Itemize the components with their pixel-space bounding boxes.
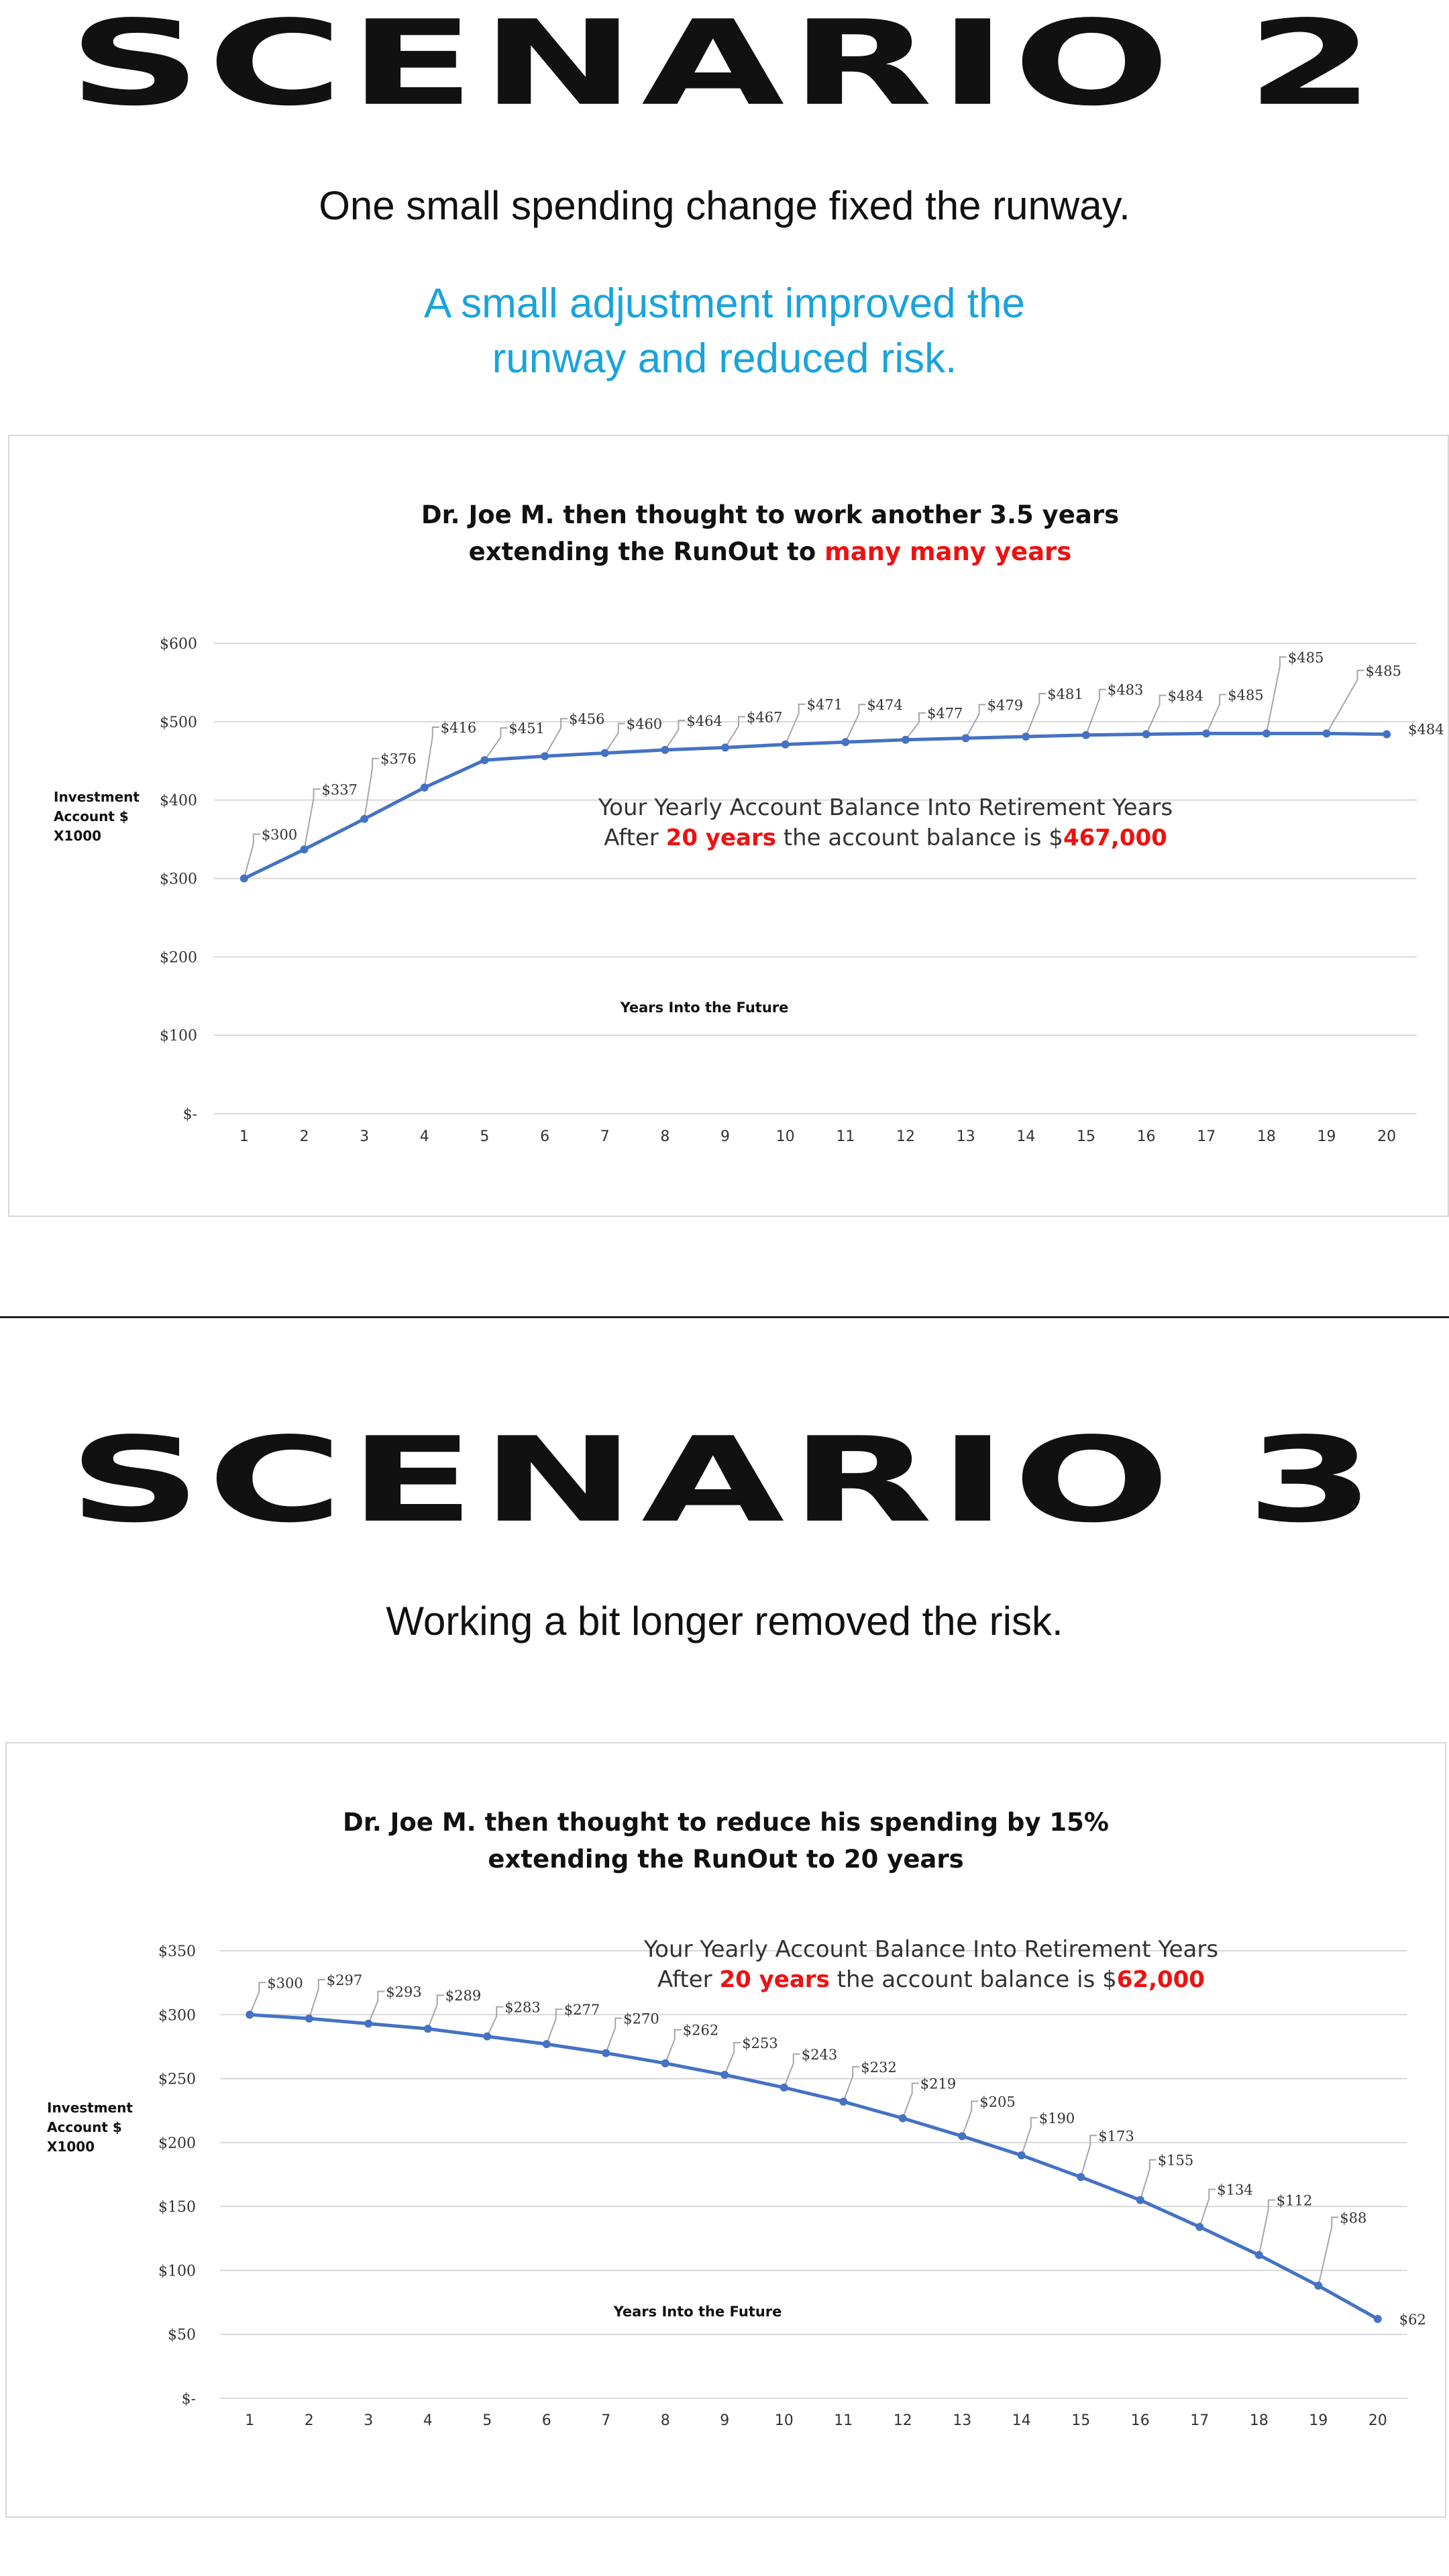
scenario-2-chart-frame: [8, 435, 1449, 1217]
leader-line: [1086, 690, 1106, 735]
x-tick-label: 15: [1071, 2412, 1091, 2429]
leader-line: [1327, 670, 1364, 733]
y-tick-label: $100: [160, 1028, 197, 1045]
y-tick-label: $250: [158, 2071, 196, 2088]
x-tick-label: 3: [360, 1128, 370, 1145]
data-label: $277: [564, 2002, 600, 2019]
data-point: [841, 738, 849, 746]
y-tick-label: $400: [160, 792, 197, 810]
data-point: [1202, 729, 1210, 737]
x-tick-label: 4: [419, 1128, 429, 1145]
y-tick-label: $600: [160, 636, 197, 653]
data-label: $243: [801, 2046, 838, 2063]
x-tick-label: 13: [953, 2412, 972, 2429]
y-tick-label: $50: [168, 2326, 196, 2344]
annotation-years: 20 years: [719, 1966, 830, 1993]
data-label: $155: [1157, 2152, 1194, 2169]
y-axis-label: Account $: [54, 808, 129, 824]
data-label: $300: [267, 1975, 303, 1992]
chart-title-emphasis: many many years: [824, 537, 1072, 566]
data-label: $477: [926, 705, 963, 722]
data-label: $173: [1098, 2128, 1134, 2145]
data-label: $485: [1365, 663, 1401, 680]
leader-line: [903, 2084, 919, 2118]
data-point: [1314, 2282, 1322, 2290]
scenario-2-highlight: [362, 276, 1087, 386]
data-label: $262: [682, 2022, 719, 2039]
x-tick-label: 4: [423, 2412, 433, 2429]
leader-line: [1146, 696, 1167, 735]
x-tick-label: 10: [774, 2412, 794, 2429]
data-point: [958, 2132, 966, 2140]
leader-line: [425, 727, 439, 788]
y-tick-label: $300: [158, 2007, 196, 2025]
x-tick-label: 7: [600, 1128, 610, 1145]
chart-title-line-1: Dr. Joe M. then thought to reduce his spending by 15%: [343, 1808, 1109, 1837]
data-point: [1383, 731, 1391, 739]
data-label: $289: [445, 1988, 482, 2004]
leader-line: [1206, 694, 1226, 733]
data-point: [782, 741, 790, 749]
data-point: [1082, 731, 1090, 739]
annotation-text: the account balance is $: [775, 824, 1063, 851]
x-tick-label: 5: [482, 2412, 492, 2429]
leader-line: [428, 1995, 444, 2029]
x-tick-label: 9: [720, 1128, 731, 1145]
data-label: $484: [1167, 688, 1204, 704]
data-point: [721, 743, 729, 751]
data-point: [1077, 2173, 1085, 2181]
leader-line: [364, 759, 379, 819]
scenario-2-highlight-line-1: A small adjustment improved the: [424, 280, 1025, 327]
data-point: [902, 736, 910, 744]
leader-line: [1140, 2160, 1157, 2200]
scenario-2-highlight-line-2: runway and reduced risk.: [492, 335, 957, 382]
x-tick-label: 6: [541, 2412, 551, 2429]
leader-line: [250, 1982, 266, 2015]
leader-line: [845, 704, 865, 742]
leader-line: [484, 728, 507, 760]
x-tick-label: 16: [1130, 2412, 1150, 2429]
data-label: $297: [326, 1972, 363, 1989]
data-label: $474: [867, 697, 903, 714]
x-tick-label: 2: [304, 2412, 314, 2429]
data-point: [1374, 2315, 1382, 2323]
y-axis-label: X1000: [54, 828, 102, 844]
annotation-line-1: Your Yearly Account Balance Into Retirement Years: [643, 1936, 1219, 1963]
data-label: $467: [747, 709, 783, 726]
x-tick-label: 8: [660, 2412, 670, 2429]
leader-line: [487, 2007, 503, 2037]
x-tick-label: 11: [836, 1128, 855, 1145]
data-point: [839, 2098, 847, 2106]
x-tick-label: 18: [1249, 2412, 1269, 2429]
leader-line: [368, 1992, 384, 2024]
data-label: $134: [1217, 2182, 1253, 2198]
y-axis-label: Investment: [54, 789, 140, 805]
x-tick-label: 8: [660, 1128, 670, 1145]
data-label: $484: [1408, 721, 1444, 738]
chart-title-line-2: [488, 1845, 963, 1874]
data-label: $479: [987, 697, 1024, 714]
y-tick-label: $150: [158, 2199, 196, 2216]
annotation-balance: 467,000: [1063, 824, 1167, 851]
leader-line: [1081, 2135, 1097, 2177]
y-tick-label: $500: [160, 714, 197, 731]
leader-line: [843, 2067, 859, 2102]
annotation-balance: 62,000: [1116, 1966, 1205, 1993]
leader-line: [906, 713, 926, 740]
x-tick-label: 14: [1012, 2412, 1031, 2429]
data-label: $219: [920, 2076, 957, 2092]
chart-title-text: extending the RunOut to: [468, 537, 825, 566]
scenario-3-heading: SCENARIO 3: [68, 1411, 1381, 1549]
data-label: $62: [1399, 2311, 1426, 2328]
y-axis-label: X1000: [47, 2139, 95, 2155]
y-axis-label: Investment: [47, 2100, 133, 2116]
x-tick-label: 2: [299, 1128, 309, 1145]
data-label: $190: [1038, 2110, 1075, 2127]
data-label: $232: [861, 2059, 897, 2076]
scenario-2-chart: [9, 436, 1448, 1216]
y-tick-label: $200: [158, 2135, 196, 2152]
data-label: $253: [742, 2035, 778, 2051]
annotation-years: 20 years: [665, 824, 776, 851]
x-tick-label: 5: [480, 1128, 490, 1145]
data-point: [421, 784, 429, 792]
data-point: [1022, 733, 1030, 741]
leader-line: [606, 2018, 622, 2053]
x-tick-label: 6: [540, 1128, 550, 1145]
scenario-3-chart-frame: [5, 1742, 1446, 2518]
data-label: $485: [1228, 687, 1264, 704]
annotation-text: After: [604, 824, 666, 851]
data-point: [720, 2071, 729, 2079]
data-label: $283: [504, 1999, 541, 2016]
y-tick-label: $350: [158, 1943, 196, 1960]
x-tick-label: 19: [1309, 2412, 1328, 2429]
data-point: [661, 2059, 669, 2068]
leader-line: [665, 2030, 682, 2063]
y-axis-label: Account $: [47, 2119, 122, 2135]
annotation-text: the account balance is $: [829, 1966, 1117, 1993]
leader-line: [1026, 694, 1046, 737]
annotation-text: After: [657, 1966, 720, 1993]
x-tick-label: 19: [1317, 1128, 1336, 1145]
leader-line: [724, 2043, 741, 2075]
data-label: $460: [626, 716, 663, 733]
x-tick-label: 17: [1197, 1128, 1216, 1145]
leader-line: [309, 1980, 325, 2019]
data-point: [360, 815, 368, 823]
scenario-3-subtitle: Working a bit longer removed the risk.: [386, 1599, 1063, 1644]
data-point: [602, 2049, 610, 2057]
data-label: $464: [686, 712, 722, 729]
y-tick-label: $300: [160, 871, 197, 888]
scenario-3-chart: [7, 1743, 1445, 2516]
leader-line: [1318, 2217, 1338, 2286]
x-tick-label: 16: [1136, 1128, 1156, 1145]
chart-title-line-1: Dr. Joe M. then thought to work another 3.5 years: [421, 500, 1120, 529]
y-tick-label: $100: [158, 2263, 196, 2280]
y-tick-label: $-: [181, 2391, 196, 2408]
x-tick-label: 7: [601, 2412, 611, 2429]
annotation-line-2: [604, 824, 1167, 851]
data-point: [240, 875, 248, 883]
leader-line: [786, 704, 806, 745]
x-tick-label: 13: [956, 1128, 975, 1145]
data-label: $416: [440, 719, 477, 736]
leader-line: [1259, 2200, 1275, 2255]
x-tick-label: 14: [1016, 1128, 1036, 1145]
leader-line: [1199, 2190, 1216, 2227]
data-label: $451: [508, 720, 545, 737]
data-point: [1018, 2151, 1026, 2159]
data-point: [541, 752, 549, 760]
scenario-2-heading: SCENARIO 2: [68, 0, 1381, 132]
scenario-2-subtitle: One small spending change fixed the runway.: [319, 183, 1130, 228]
x-tick-label: 11: [834, 2412, 853, 2429]
data-point: [1263, 729, 1271, 737]
x-axis-label: Years Into the Future: [613, 2304, 782, 2320]
data-label: $485: [1287, 649, 1324, 666]
x-tick-label: 20: [1377, 1128, 1397, 1145]
leader-line: [1022, 2118, 1038, 2155]
data-point: [899, 2114, 907, 2123]
data-label: $481: [1047, 686, 1083, 703]
x-axis-label: Years Into the Future: [620, 1000, 789, 1016]
data-label: $483: [1107, 682, 1144, 698]
data-point: [1195, 2223, 1203, 2231]
data-label: $471: [806, 696, 843, 713]
data-label: $376: [380, 751, 417, 767]
data-point: [1142, 731, 1150, 739]
leader-line: [665, 720, 685, 750]
data-point: [601, 749, 609, 757]
data-point: [780, 2084, 788, 2092]
x-tick-label: 17: [1190, 2412, 1210, 2429]
leader-line: [605, 724, 625, 753]
data-label: $456: [569, 711, 605, 728]
data-point: [246, 2010, 254, 2019]
data-point: [364, 2020, 372, 2028]
data-label: $88: [1340, 2210, 1367, 2226]
data-point: [305, 2015, 313, 2023]
x-tick-label: 9: [720, 2412, 730, 2429]
x-tick-label: 18: [1256, 1128, 1276, 1145]
data-label: $337: [321, 782, 358, 798]
data-point: [1136, 2196, 1144, 2204]
x-tick-label: 1: [239, 1128, 249, 1145]
data-point: [1255, 2251, 1263, 2259]
section-divider: [0, 1316, 1449, 1318]
chart-title-line-2: [469, 537, 1072, 566]
data-point: [962, 734, 970, 742]
chart-title-text: extending the RunOut to 20 years: [488, 1845, 964, 1874]
data-point: [1323, 729, 1331, 737]
x-tick-label: 3: [364, 2412, 374, 2429]
leader-line: [962, 2101, 978, 2136]
leader-line: [304, 789, 320, 849]
data-label: $293: [386, 1984, 422, 2000]
x-tick-label: 20: [1368, 2412, 1387, 2429]
leader-line: [784, 2054, 800, 2088]
x-tick-label: 10: [775, 1128, 795, 1145]
data-label: $112: [1276, 2192, 1313, 2209]
x-tick-label: 15: [1076, 1128, 1095, 1145]
leader-line: [545, 718, 568, 756]
data-label: $300: [261, 826, 298, 843]
annotation-line-2: [657, 1966, 1205, 1993]
data-point: [661, 746, 669, 754]
y-tick-label: $-: [182, 1106, 197, 1123]
data-point: [483, 2033, 491, 2041]
x-tick-label: 12: [893, 2412, 912, 2429]
y-tick-label: $200: [160, 949, 197, 967]
data-label: $205: [979, 2094, 1016, 2110]
data-point: [300, 845, 308, 853]
annotation-line-1: Your Yearly Account Balance Into Retirement Years: [598, 794, 1173, 821]
data-label: $270: [623, 2010, 659, 2027]
x-tick-label: 12: [896, 1128, 915, 1145]
data-point: [543, 2040, 551, 2048]
x-tick-label: 1: [245, 2412, 255, 2429]
data-point: [424, 2025, 432, 2033]
data-point: [480, 756, 488, 764]
